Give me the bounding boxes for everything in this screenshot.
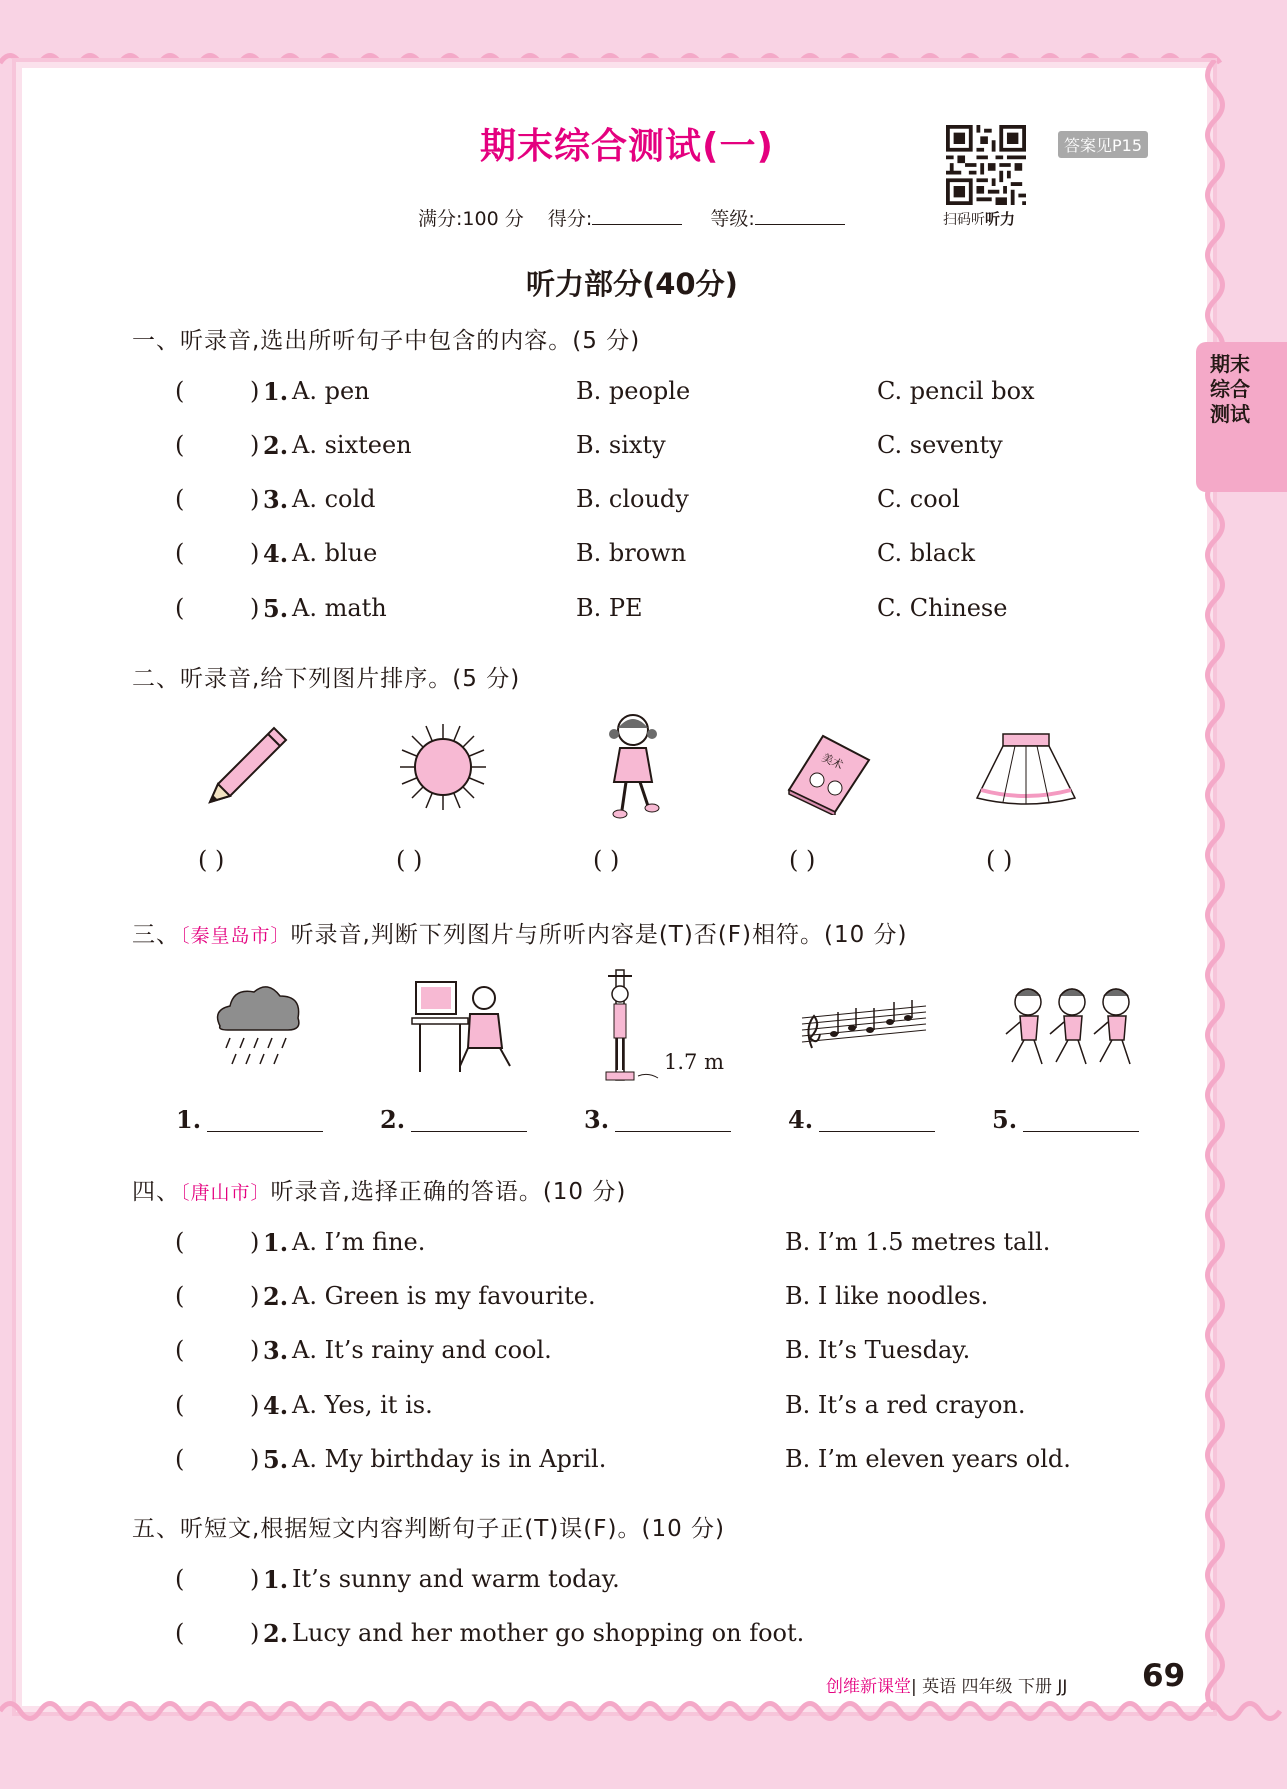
footer-brand: 创维新课堂 (826, 1677, 911, 1697)
answer-paren-close: ) (250, 1282, 260, 1310)
option-c: C. Chinese (877, 594, 1008, 622)
page-title: 期末综合测试(一) (480, 126, 774, 167)
tf-number: 5. (992, 1105, 1018, 1134)
footer-book-info: | 英语 四年级 下册 JJ (911, 1677, 1068, 1697)
section-4-prefix: 四、 (132, 1179, 180, 1205)
tf-answer-line[interactable] (1023, 1131, 1139, 1132)
tf-answer-line[interactable] (411, 1131, 527, 1132)
height-measure-icon (602, 968, 672, 1086)
tf-number: 1. (176, 1105, 202, 1134)
girl-icon (598, 710, 668, 825)
side-tab-label: 期末综合测试 (1210, 352, 1250, 426)
region-tag: 〔秦皇岛市〕 (180, 925, 291, 947)
grade-field[interactable] (755, 224, 845, 225)
question-number: 1. (263, 1565, 289, 1594)
tf-number: 3. (584, 1105, 610, 1134)
option-a: A. Green is my favourite. (292, 1282, 596, 1310)
children-running-icon (1002, 984, 1142, 1070)
tf-number: 4. (788, 1105, 814, 1134)
answer-paren-close: ) (250, 1391, 260, 1419)
answer-paren-close: ) (250, 485, 260, 513)
option-a: A. I’m fine. (292, 1228, 426, 1256)
side-tab[interactable] (1196, 342, 1287, 492)
tf-answer-2[interactable] (380, 1105, 527, 1134)
skirt-icon (973, 732, 1079, 810)
order-blank-5[interactable]: ( ) (986, 846, 1013, 874)
question-number: 2. (263, 1282, 289, 1311)
answer-paren-close: ) (250, 1336, 260, 1364)
girl-computer-icon (410, 978, 516, 1076)
statement-text: Lucy and her mother go shopping on foot. (292, 1619, 805, 1647)
option-b: B. people (576, 377, 691, 405)
option-a: A. sixteen (292, 431, 412, 459)
section-1-title: 一、听录音,选出所听句子中包含的内容。(5 分) (132, 328, 641, 354)
answer-paren-close: ) (250, 1228, 260, 1256)
answer-paren-close: ) (250, 1445, 260, 1473)
order-blank-1[interactable]: ( ) (198, 846, 225, 874)
answer-paren-close: ) (250, 1565, 260, 1593)
full-score-label: 满分:100 分 (418, 208, 524, 230)
pencil-icon (198, 722, 298, 812)
score-label: 得分: (547, 208, 593, 230)
section-3-text: 听录音,判断下列图片与所听内容是(T)否(F)相符。(10 分) (290, 922, 908, 948)
answer-paren-open[interactable]: ( (175, 539, 185, 567)
answer-paren-close: ) (250, 1619, 260, 1647)
option-b: B. cloudy (576, 485, 689, 513)
question-number: 2. (263, 431, 289, 460)
answer-paren-open[interactable]: ( (175, 485, 185, 513)
section-3-prefix: 三、 (132, 922, 180, 948)
question-number: 1. (263, 1228, 289, 1257)
answer-paren-open[interactable]: ( (175, 431, 185, 459)
option-b: B. It’s Tuesday. (785, 1336, 971, 1364)
qr-caption-bold: 听力 (985, 210, 1016, 228)
question-number: 4. (263, 1391, 289, 1420)
question-number: 5. (263, 1445, 289, 1474)
option-a: A. My birthday is in April. (292, 1445, 607, 1473)
option-a: A. blue (292, 539, 378, 567)
answer-paren-close: ) (250, 539, 260, 567)
qr-caption-prefix: 扫码听 (943, 212, 985, 228)
option-a: A. math (292, 594, 387, 622)
score-field[interactable] (592, 224, 682, 225)
answer-paren-open[interactable]: ( (175, 1391, 185, 1419)
option-b: B. I’m 1.5 metres tall. (785, 1228, 1051, 1256)
answer-paren-open[interactable]: ( (175, 377, 185, 405)
section-3-title (132, 916, 908, 949)
answer-paren-open[interactable]: ( (175, 1228, 185, 1256)
option-a: A. Yes, it is. (292, 1391, 433, 1419)
qr-code-icon[interactable] (946, 125, 1026, 205)
rain-cloud-icon (210, 978, 306, 1070)
order-blank-2[interactable]: ( ) (396, 846, 423, 874)
option-c: C. cool (877, 485, 960, 513)
question-number: 1. (263, 377, 289, 406)
page-number: 69 (1142, 1658, 1186, 1694)
option-b: B. It’s a red crayon. (785, 1391, 1026, 1419)
right-wave-border (1200, 60, 1230, 1710)
option-b: B. PE (576, 594, 643, 622)
question-number: 5. (263, 594, 289, 623)
tf-answer-line[interactable] (819, 1131, 935, 1132)
height-label: 1.7 m (664, 1050, 724, 1074)
tf-answer-1[interactable] (176, 1105, 323, 1134)
section-2-title: 二、听录音,给下列图片排序。(5 分) (132, 666, 521, 692)
option-a: A. cold (292, 485, 376, 513)
option-c: C. pencil box (877, 377, 1035, 405)
option-c: C. seventy (877, 431, 1003, 459)
answer-paren-open[interactable]: ( (175, 1445, 185, 1473)
footer (826, 1672, 1067, 1697)
answer-paren-close: ) (250, 594, 260, 622)
option-b: B. I like noodles. (785, 1282, 989, 1310)
answer-paren-close: ) (250, 377, 260, 405)
answer-paren-open[interactable]: ( (175, 594, 185, 622)
answer-paren-open[interactable]: ( (175, 1336, 185, 1364)
order-blank-3[interactable]: ( ) (593, 846, 620, 874)
answer-reference-badge: 答案见P15 (1058, 131, 1148, 158)
option-a: A. pen (292, 377, 370, 405)
bottom-wave-border (0, 1696, 1287, 1726)
answer-paren-close: ) (250, 431, 260, 459)
question-number: 4. (263, 539, 289, 568)
tf-answer-4[interactable] (788, 1105, 935, 1134)
option-c: C. black (877, 539, 976, 567)
option-b: B. I’m eleven years old. (785, 1445, 1071, 1473)
sun-icon (398, 722, 488, 812)
tf-number: 2. (380, 1105, 406, 1134)
option-a: A. It’s rainy and cool. (292, 1336, 552, 1364)
order-blank-4[interactable]: ( ) (789, 846, 816, 874)
tf-answer-5[interactable] (992, 1105, 1139, 1134)
answer-paren-open[interactable]: ( (175, 1619, 185, 1647)
tf-answer-3[interactable] (584, 1105, 731, 1134)
region-tag: 〔唐山市〕 (180, 1182, 271, 1204)
section-5-title: 五、听短文,根据短文内容判断句子正(T)误(F)。(10 分) (132, 1516, 726, 1542)
answer-paren-open[interactable]: ( (175, 1565, 185, 1593)
music-notes-icon (800, 998, 928, 1054)
tf-answer-line[interactable] (207, 1131, 323, 1132)
section-4-title (132, 1173, 626, 1206)
art-book-icon (783, 730, 873, 815)
art-book-label: 美术 (819, 750, 846, 773)
answer-paren-open[interactable]: ( (175, 1282, 185, 1310)
grade-label: 等级: (710, 208, 755, 230)
option-b: B. sixty (576, 431, 666, 459)
statement-text: It’s sunny and warm today. (292, 1565, 620, 1593)
question-number: 3. (263, 1336, 289, 1365)
question-number: 2. (263, 1619, 289, 1648)
tf-answer-line[interactable] (615, 1131, 731, 1132)
question-number: 3. (263, 485, 289, 514)
score-line (418, 204, 867, 231)
part-title: 听力部分(40分) (526, 267, 738, 301)
option-b: B. brown (576, 539, 687, 567)
qr-caption (943, 208, 1015, 229)
section-4-text: 听录音,选择正确的答语。(10 分) (270, 1179, 627, 1205)
